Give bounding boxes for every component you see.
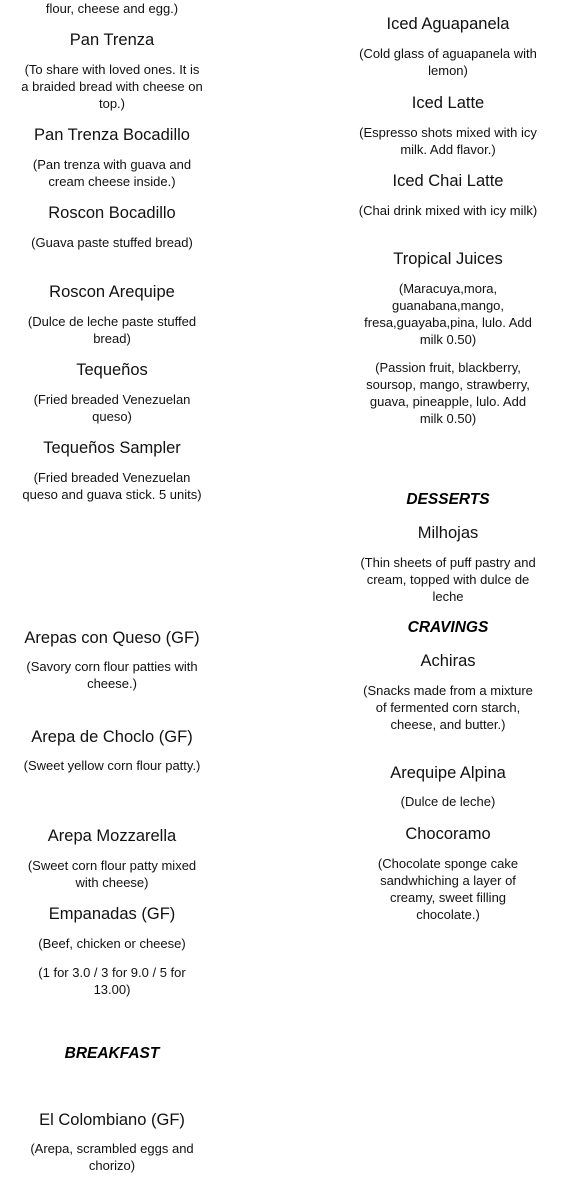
item-description: (To share with loved ones. It is a braided bread with cheese on top.)	[21, 62, 203, 111]
item-name: Pan Trenza	[69, 31, 155, 49]
item-name: Pan Trenza Bocadillo	[34, 126, 190, 144]
item-name: Iced Chai Latte	[392, 172, 504, 190]
item-name: Arepas con Queso (GF)	[24, 629, 200, 647]
item-name: Chocoramo	[405, 825, 491, 843]
item-name: Roscon Arequipe	[49, 283, 175, 301]
menu-item-arequipe-alpina	[358, 763, 538, 810]
item-description: (Pan trenza with guava and cream cheese inside.)	[32, 157, 192, 189]
menu-item-iced-aguapanela	[358, 14, 538, 79]
item-description: (Sweet corn flour patty mixed with cheese)	[27, 858, 197, 890]
item-description: (Beef, chicken or cheese)	[38, 936, 186, 951]
item-description: (Guava paste stuffed bread)	[31, 235, 193, 250]
item-description: (Maracuya,mora, guanabana,mango, fresa,guayaba,pina, lulo. Add milk 0.50)	[364, 281, 532, 347]
menu-item-tequenos	[20, 360, 204, 425]
item-name: Arepa de Choclo (GF)	[31, 728, 193, 746]
item-description: (Espresso shots mixed with icy milk. Add flavor.)	[359, 125, 537, 157]
item-name: Tequeños Sampler	[43, 439, 181, 457]
menu-item-roscon-bocadillo	[20, 203, 204, 251]
section-heading-desserts: DESSERTS	[406, 491, 490, 508]
item-name: Tequeños	[76, 361, 148, 379]
menu-item-tropical-juices	[358, 249, 538, 427]
menu-item-chocoramo	[358, 824, 538, 923]
item-description: (Chocolate sponge cake sandwhiching a layer of creamy, sweet filling chocolate.)	[377, 856, 519, 922]
item-name: Tropical Juices	[393, 250, 503, 268]
menu-item-achiras	[358, 651, 538, 733]
item-name: Iced Aguapanela	[386, 15, 510, 33]
menu-item-arepas-con-queso	[20, 628, 204, 692]
item-name: Empanadas (GF)	[48, 905, 176, 923]
item-name: Achiras	[420, 652, 476, 670]
menu-item-iced-latte	[358, 93, 538, 158]
menu-item-roscon-arequipe	[20, 282, 204, 347]
item-description-fragment: flour, cheese and egg.)	[45, 1, 179, 16]
menu-item-milhojas	[358, 523, 538, 605]
item-description-english: (Passion fruit, blackberry, soursop, mango, strawberry, guava, pineapple, lulo. Add milk 0.50)	[366, 360, 530, 426]
item-description: (Sweet yellow corn flour patty.)	[23, 758, 201, 773]
item-description: (Thin sheets of puff pastry and cream, topped with dulce de leche	[360, 555, 536, 604]
item-description: (Dulce de leche paste stuffed bread)	[27, 314, 197, 346]
item-description: (Fried breaded Venezuelan queso and guava stick. 5 units)	[22, 470, 202, 502]
menu-item-arepa-mozzarella	[20, 826, 204, 891]
item-price-note: (1 for 3.0 / 3 for 9.0 / 5 for 13.00)	[38, 965, 186, 997]
section-heading-cravings: CRAVINGS	[407, 619, 489, 636]
item-description: (Chai drink mixed with icy milk)	[358, 203, 538, 218]
item-name: Roscon Bocadillo	[48, 204, 176, 222]
item-name: Iced Latte	[411, 94, 485, 112]
menu-item-empanadas	[20, 904, 204, 998]
item-name: Arequipe Alpina	[390, 764, 506, 782]
item-description: (Cold glass of aguapanela with lemon)	[359, 46, 537, 78]
item-description: (Savory corn flour patties with cheese.)	[26, 659, 198, 691]
menu-item-arepa-de-choclo	[20, 727, 204, 774]
item-name: Arepa Mozzarella	[47, 827, 177, 845]
menu-item-el-colombiano	[20, 1110, 204, 1174]
menu-item-pan-trenza-bocadillo	[20, 125, 204, 190]
item-description: (Snacks made from a mixture of fermented corn starch, cheese, and butter.)	[363, 683, 533, 732]
menu-item-tequenos-sampler	[20, 438, 204, 503]
menu-item-iced-chai-latte	[358, 171, 538, 219]
item-description: (Arepa, scrambled eggs and chorizo)	[30, 1141, 194, 1173]
menu-item-pan-trenza	[20, 30, 204, 112]
section-heading-breakfast: BREAKFAST	[64, 1045, 160, 1062]
item-description: (Fried breaded Venezuelan queso)	[33, 392, 191, 424]
item-name: El Colombiano (GF)	[39, 1111, 185, 1129]
item-description: (Dulce de leche)	[400, 794, 496, 809]
item-name: Milhojas	[417, 524, 479, 542]
